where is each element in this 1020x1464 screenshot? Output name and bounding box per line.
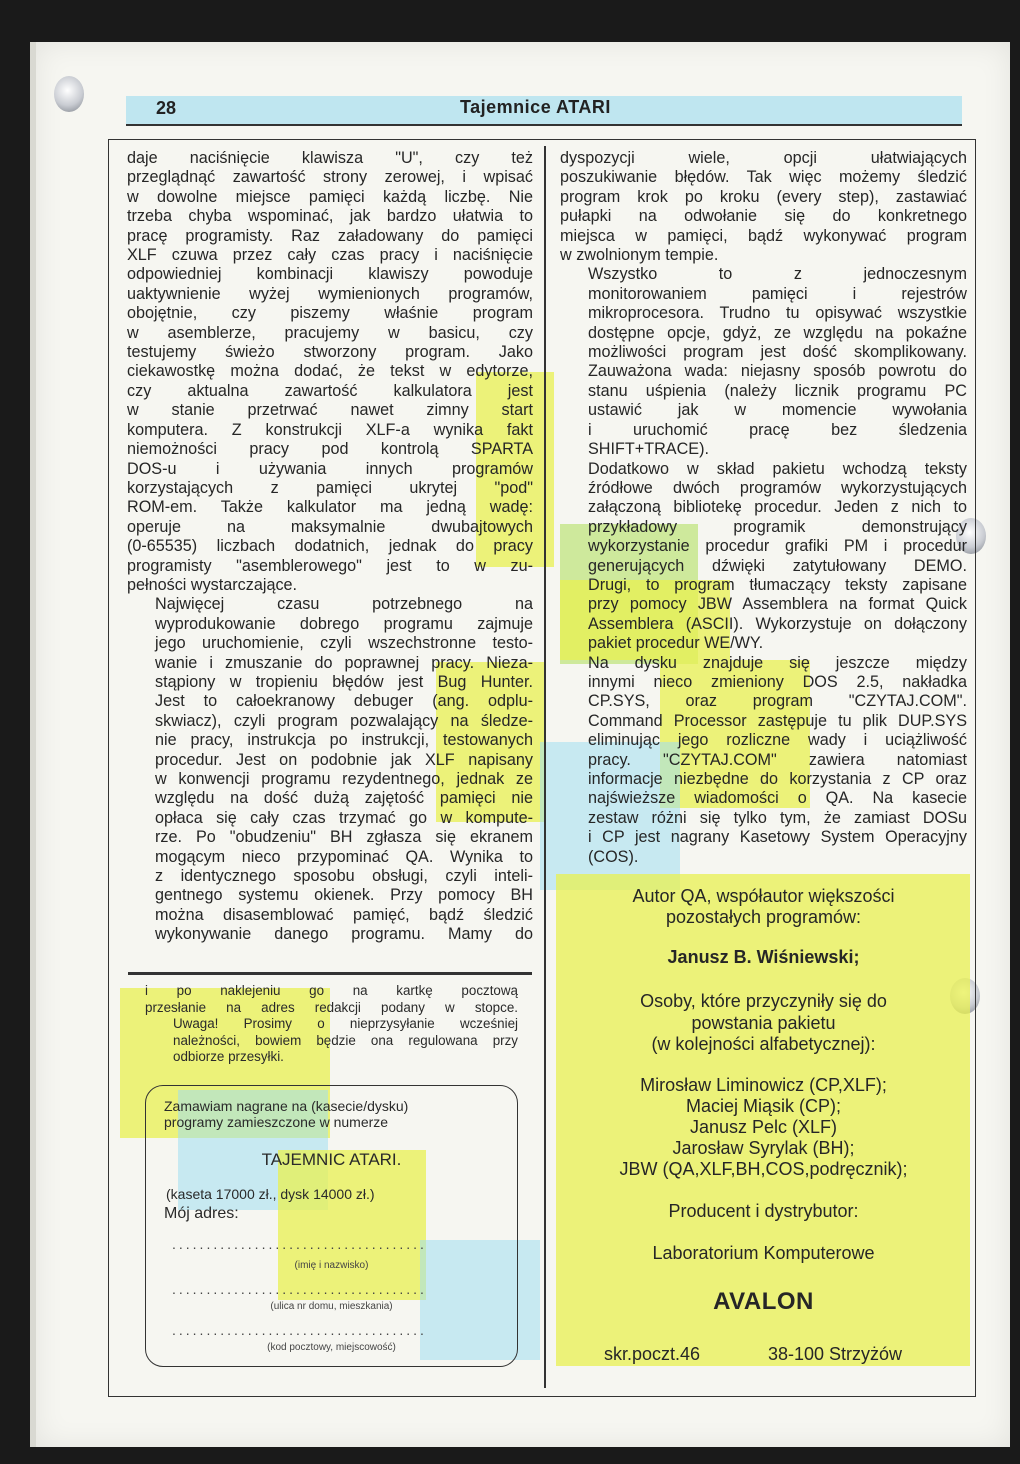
street-field-caption: (ulica nr domu, mieszkania) [270, 1301, 393, 1312]
brand-name: AVALON [713, 1288, 814, 1315]
text-line: w stanie przetrwać nawet zimny start [127, 401, 533, 420]
text-line: źródłowe dwóch programów wykorzystujących [588, 478, 967, 497]
text-line: przeglądnąć zawartość strony zerowej, i wpisać [127, 168, 533, 187]
order-line-2: programy zamieszczone w numerze [164, 1114, 389, 1130]
text-line: dyspozycji wiele, opcji ułatwiających [560, 149, 967, 167]
text-line: Na dysku znajduje się jeszcze między [588, 653, 967, 672]
order-form [145, 1085, 518, 1367]
text-line: z identycznego sposobu obsługi, czyli inteli- [155, 867, 533, 886]
text-line: odpowiedniej kombinacji klawiszy powoduje [127, 265, 533, 284]
text-line: CP.SYS, oraz program "CZYTAJ.COM". [588, 692, 967, 711]
text-line: program krok po kroku (every step), zastawiać [560, 187, 967, 206]
text-line: procedur. Jest on podobnie jak XLF napisany [155, 750, 533, 769]
text-line: załączoną bibliotekę procedur. Jeden z nich to [588, 498, 967, 517]
text-line: pełności wystarczające. [127, 575, 298, 594]
page-title: Tajemnice ATARI [460, 97, 611, 117]
text-line: operuje na maksymalnie dwubajtowych [127, 517, 533, 536]
text-line: pułapki na odwołanie się do konkretnego [560, 207, 967, 226]
contrib-line-1: Osoby, które przyczyniły się do [640, 991, 887, 1011]
text-line: wykorzystanie procedur grafiki PM i procedur [588, 537, 967, 556]
text-line: i po naklejeniu go na kartkę pocztową [145, 983, 518, 998]
contributor: Maciej Miąsik (CP); [685, 1096, 841, 1116]
text-line: Dodatkowo w skład pakietu wchodzą teksty [588, 459, 967, 478]
text-line: (COS). [588, 847, 639, 866]
text-line: Najwięcej czasu potrzebnego na [155, 595, 533, 614]
text-line: Wszystko to z jednoczesnym [588, 265, 967, 284]
author-line-1: Autor QA, współautor większości [632, 886, 895, 906]
right-paragraph-1 [560, 149, 967, 265]
text-line: DOS-u i używania innych programów [127, 459, 533, 478]
text-line: przykładowy programik demonstrujący [588, 517, 967, 536]
text-line: stanu uśpienia (należy licznik programu PC [588, 381, 967, 400]
text-line: pracy. "CZYTAJ.COM" zawiera natomiast [588, 750, 967, 769]
text-line: odbiorze przesyłki. [173, 1049, 284, 1065]
text-line: w dowolne miejsce pamięci każdą liczbę. Nie [127, 187, 533, 206]
text-line: trzeba chyba wspominać, jak bardzo ułatwia to [127, 207, 533, 226]
text-line: można disasemblować pamięć, bądź śledzić [155, 905, 533, 924]
right-paragraph-2 [560, 265, 967, 459]
text-line: wyprodukowanie dobrego programu zajmuje [155, 614, 533, 633]
producer-label: Producent i dystrybutor: [668, 1201, 859, 1221]
text-line: pracę programisty. Raz załadowany do pamięci [127, 226, 533, 245]
text-line: miejsca w pamięci, bądź wykonywać program [560, 226, 967, 245]
text-line: ciekawostkę można dodać, że tekst w edytorze, [127, 362, 533, 381]
right-column [560, 149, 967, 867]
name-field-line[interactable]: ..................................... [172, 1236, 427, 1252]
order-magazine: TAJEMNIC ATARI. [261, 1150, 402, 1169]
text-line: SHIFT+TRACE). [588, 440, 709, 459]
text-line: przy pomocy JBW Assemblera na format Quick [588, 595, 967, 614]
notice-divider [128, 972, 532, 975]
text-line: programisty "asemblerowego" jest to w zu- [127, 556, 533, 575]
text-line: mogącym nieco przypominać QA. Wynika to [155, 847, 533, 866]
text-line: generujących dźwięki zatytułowany DEMO. [588, 556, 967, 575]
text-line: Zauważona wada: niejasny sposób powrotu do [588, 362, 967, 381]
text-line: stąpiony w tropieniu błędów jest Bug Hunter. [155, 672, 533, 691]
text-line: ROM-em. Także kalkulator ma jedną wadę: [127, 498, 533, 517]
text-line: monitorowaniem pamięci i rejestrów [588, 284, 967, 303]
text-line: i CP jest nagrany Kasetowy System Operacyjny [588, 828, 967, 847]
text-line: (0-65535) liczbach dodatnich, jednak do pracy [127, 537, 533, 556]
notice-paragraph-1 [145, 983, 518, 1016]
punch-hole-top [54, 76, 84, 112]
text-line: jego uruchomienie, czyli wszechstronne testo- [155, 634, 533, 653]
column-divider [544, 146, 546, 1388]
text-line: niemożności pracy pod kontrolą SPARTA [127, 440, 533, 459]
text-line: i uruchomić pracę bez śledzenia [588, 420, 967, 439]
text-line: rze. Po "obudzeniu" BH zgłasza się ekranem [155, 828, 533, 847]
text-line: innymi nieco zmieniony DOS 2.5, nakładka [588, 672, 967, 691]
author-name: Janusz B. Wiśniewski; [667, 947, 860, 967]
order-price: (kaseta 17000 zł., dysk 14000 zł.) [166, 1186, 375, 1202]
text-line: Jest to całoekranowy debuger (ang. odplu- [155, 692, 533, 711]
text-line: dostępne opcje, gdyż, ze względu na pokaźne [588, 323, 967, 342]
text-line: w asemblerze, pracujemy w basicu, czy [127, 323, 533, 342]
text-line: mikroprocesora. Trudno tu opisywać wszystkie [588, 304, 967, 323]
text-line: możliwości program jest dość skomplikowany. [588, 343, 967, 362]
text-line: w konwencji programu rezydentnego, jednak ze [155, 770, 533, 788]
order-address-label: Mój adres: [164, 1205, 239, 1222]
city-field-caption: (kod pocztowy, miejscowość) [267, 1342, 396, 1353]
po-box: skr.poczt.46 [604, 1344, 701, 1364]
order-notice [145, 983, 518, 1066]
text-line: daje naciśnięcie klawisza "U", czy też [127, 149, 533, 167]
contrib-line-2: powstania pakietu [691, 1013, 836, 1033]
text-line: najświeższe wiadomości o QA. Na kasecie [588, 789, 967, 808]
street-field-line[interactable]: ..................................... [172, 1281, 427, 1297]
text-line: XLF czuwa przez cały czas pracy i naciśnięcie [127, 246, 533, 265]
text-line: nie pracy, instrukcja po instrukcji, testowanych [155, 731, 533, 750]
text-line: czy aktualna zawartość kalkulatora jest [127, 381, 533, 400]
text-line: przesłanie na adres redakcji podany w stopce. [145, 999, 518, 1015]
right-paragraph-3 [560, 460, 967, 654]
text-line: Uwaga! Prosimy o nieprzysyłanie wcześniej [173, 1016, 518, 1032]
text-line: eliminując jego rozliczne wady i uciążliwość [588, 731, 967, 750]
text-line: wykonywanie danego programu. Mamy do [155, 925, 533, 944]
text-line: komputera. Z konstrukcji XLF-a wynika fakt [127, 420, 533, 439]
text-line: Assemblera (ASCII). Wykorzystuje on dołączony [588, 614, 967, 633]
text-line: korzystających z pamięci ukrytej "pod" [127, 478, 533, 497]
contrib-line-3: (w kolejności alfabetycznej): [651, 1034, 876, 1054]
text-line: Command Processor zastępuje tu plik DUP.SYS [588, 711, 967, 730]
contributor: Janusz Pelc (XLF) [689, 1117, 838, 1137]
text-line: pakiet procedur WE/WY. [588, 634, 764, 653]
order-line-1: Zamawiam nagrane na (kasecie/dysku) [164, 1098, 409, 1114]
right-paragraph-4 [560, 654, 967, 867]
name-field-caption: (imię i nazwisko) [294, 1260, 369, 1271]
text-line: ustawić jak w momencie wywołania [588, 401, 967, 420]
text-line: informacje niezbędne do korzystania z CP oraz [588, 770, 967, 788]
author-line-2: pozostałych programów: [665, 907, 862, 927]
left-paragraph-2 [127, 595, 533, 944]
text-line: testujemy świeżo stworzony program. Jako [127, 343, 533, 362]
text-line: zestaw różni się tylko tym, że zamiast DOSu [588, 808, 967, 827]
text-line: Drugi, to program tłumaczący teksty zapisane [588, 575, 967, 594]
text-line: opłaca się cały czas trzymać go w kompute- [155, 808, 533, 827]
page-number: 28 [156, 98, 177, 118]
postal-city: 38-100 Strzyżów [768, 1344, 903, 1364]
text-line: wanie i zmuszanie do poprawnej pracy. Nieza- [155, 653, 533, 672]
contributor: JBW (QA,XLF,BH,COS,podręcznik); [619, 1159, 908, 1179]
text-line: skwiacz), czyli program pozwalający na śledze- [155, 711, 533, 730]
text-line: w zwolnionym tempie. [560, 246, 719, 265]
text-line: poszukiwanie błędów. Tak więc możemy śledzić [560, 168, 967, 187]
left-column [127, 149, 533, 945]
text-line: gentnego systemu okienek. Przy pomocy BH [155, 886, 533, 905]
contributor: Jarosław Syrylak (BH); [672, 1138, 855, 1158]
text-line: uaktywnienie wyżej wymienionych programów, [127, 284, 533, 303]
text-line: obojętnie, czy piszemy właśnie program [127, 304, 533, 323]
city-field-line[interactable]: ..................................... [172, 1322, 427, 1338]
notice-paragraph-2 [145, 1016, 518, 1066]
contributor: Mirosław Liminowicz (CP,XLF); [640, 1075, 887, 1095]
producer-name: Laboratorium Komputerowe [652, 1243, 875, 1263]
text-line: względu na dość dużą zajętość pamięci nie [155, 789, 533, 808]
text-line: należności, bowiem będzie ona regulowana przy [173, 1032, 518, 1048]
left-paragraph-1 [127, 149, 533, 595]
